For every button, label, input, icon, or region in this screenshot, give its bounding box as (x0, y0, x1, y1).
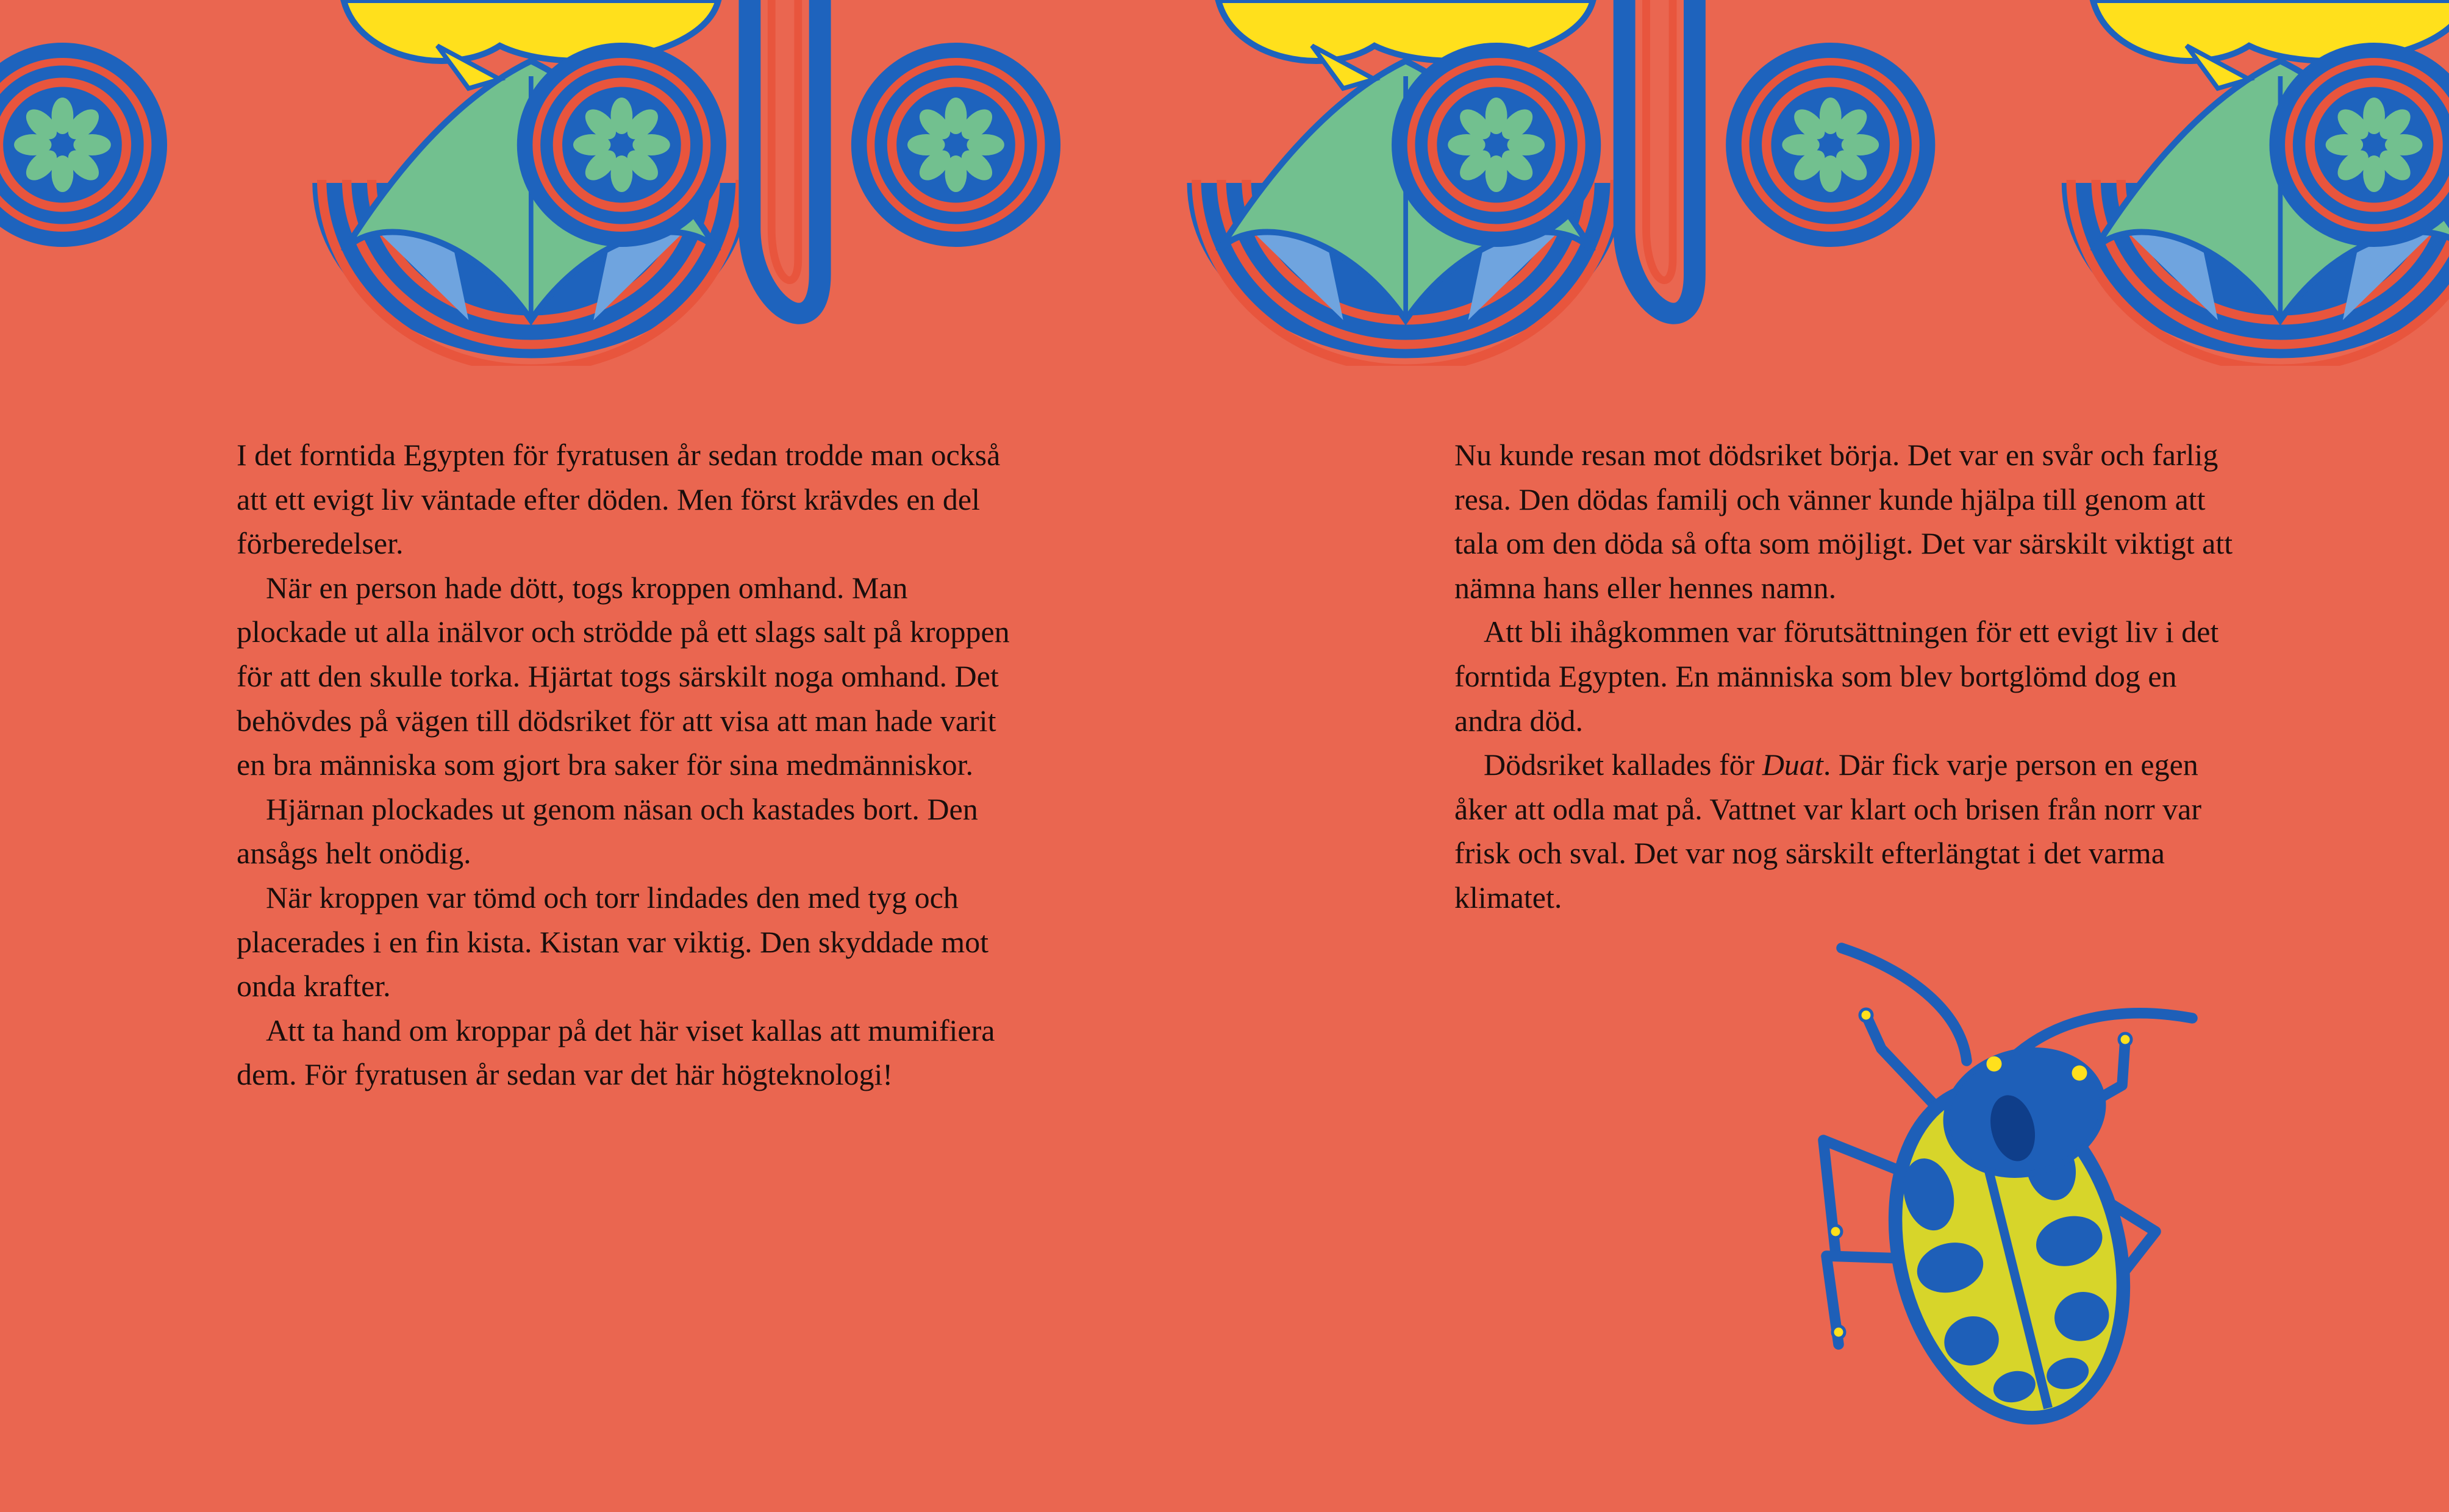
beetle-illustration (1781, 933, 2208, 1433)
scroll-stem (749, 0, 820, 313)
rosette (1734, 51, 1928, 240)
duat-term: Duat (1762, 747, 1823, 782)
paragraph: När en person hade dött, togs kroppen omhand. Man plockade ut alla inälvor och strödde på ett slags salt på kroppen för att den skulle torka. Hjärtat togs särskilt noga omhand. Det behövdes på vägen till dödsriket för att visa att man hade varit en bra människa som gjort bra saker för sina medmänniskor. (237, 570, 1010, 782)
lotus-scroll-border (0, 0, 2449, 366)
paragraph: Hjärnan plockades ut genom näsan och kastades bort. Den ansågs helt onödig. (237, 791, 978, 871)
border-units (0, 0, 2449, 366)
left-page-text (237, 433, 1023, 1097)
paragraph: I det forntida Egypten för fyratusen år sedan trodde man också att ett evigt liv väntade efter döden. Men först krävdes en del förberedelser. (237, 438, 1001, 561)
rosette (2277, 51, 2449, 240)
duat-text-before: Dödsriket kallades för (1484, 747, 1762, 782)
scroll-stem (1625, 0, 1695, 313)
paragraph: Att ta hand om kroppar på det här viset kallas att mumifiera dem. För fyratusen år sedan var det här högteknologi! (237, 1013, 995, 1092)
antenna-left (1842, 948, 1967, 1061)
paragraph: När kroppen var tömd och torr lindades den med tyg och placerades i en fin kista. Kistan var viktig. Den skyddade mot onda krafter. (237, 880, 989, 1004)
paragraph: Nu kunde resan mot dödsriket börja. Det var en svår och farlig resa. Den dödas familj och vänner kunde hjälpa till genom att tala om den döda så ofta som möjligt. Det var särskilt viktigt att nämna hans eller hennes namn. (1454, 438, 2233, 605)
rosette (525, 51, 719, 240)
leg-front-left (1866, 1015, 1933, 1104)
rosette (0, 51, 159, 240)
right-page-text (1454, 433, 2241, 920)
paragraph-duat (1454, 743, 2241, 919)
duat-text-after: . Där fick varje person en egen åker att odla mat på. Vattnet var klart och brisen från norr var frisk och sval. Det var nog särskilt efterlängtat i det varma klimatet. (1454, 747, 2201, 915)
rosette (1400, 51, 1593, 240)
paragraph: Att bli ihågkommen var förutsättningen för ett evigt liv i det forntida Egypten. En människa som blev bortglömd dog en andra död. (1454, 615, 2219, 738)
rosette (859, 51, 1053, 240)
